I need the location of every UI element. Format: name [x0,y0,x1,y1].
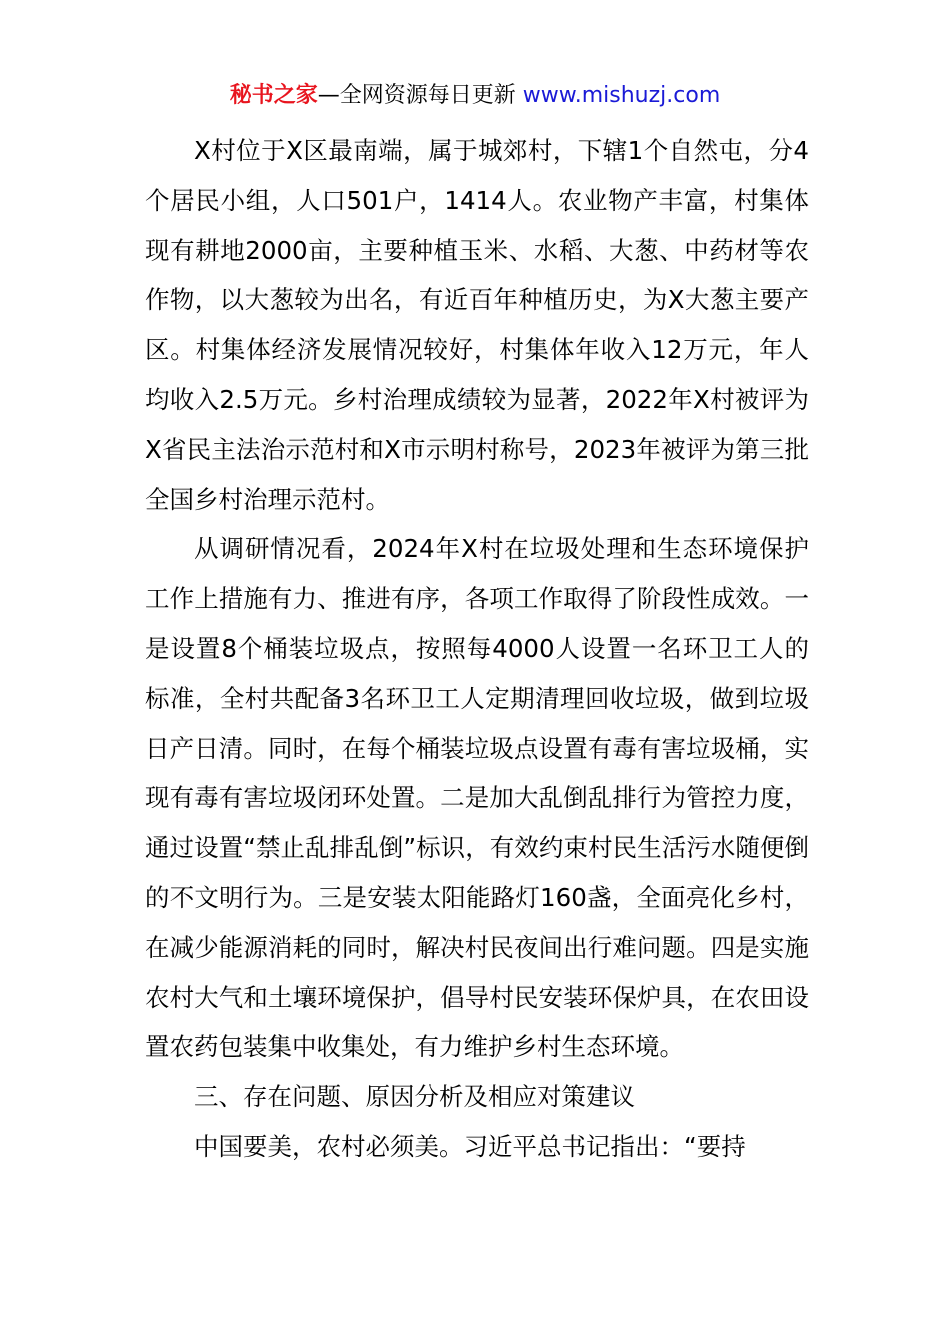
site-tagline: —全网资源每日更新 [317,83,516,108]
document-body [145,126,809,1172]
paragraph-village-overview: X村位于X区最南端，属于城郊村，下辖1个自然屯，分4个居民小组，人口501户，1414人。农业物产丰富，村集体现有耕地2000亩，主要种植玉米、水稻、大葱、中药材等农作物，以大葱较为出名，有近百年种植历史，为X大葱主要产区。村集体经济发展情况较好，村集体年收入12万元，年人均收入2.5万元。乡村治理成绩较为显著，2022年X村被评为X省民主法治示范村和X市示明村称号，2023年被评为第三批全国乡村治理示范村。 [145,136,809,514]
paragraph-beautiful-countryside: 中国要美，农村必须美。习近平总书记指出：“要持 [194,1131,746,1161]
section-heading-problems: 三、存在问题、原因分析及相应对策建议 [194,1082,635,1112]
paragraph-survey-findings: 从调研情况看，2024年X村在垃圾处理和生态环境保护工作上措施有力、推进有序，各项工作取得了阶段性成效。一是设置8个桶装垃圾点，按照每4000人设置一名环卫工人的标准，全村共配备3名环卫工人定期清理回收垃圾，做到垃圾日产日清。同时，在每个桶装垃圾点设置有毒有害垃圾桶，实现有毒有害垃圾闭环处置。二是加大乱倒乱排行为管控力度，通过设置“禁止乱排乱倒”标识，有效约束村民生活污水随便倒的不文明行为。三是安装太阳能路灯160盏，全面亮化乡村，在减少能源消耗的同时，解决村民夜间出行难问题。四是实施农村大气和土壤环境保护，倡导村民安装环保炉具，在农田设置农药包装集中收集处，有力维护乡村生态环境。 [145,534,809,1062]
site-brand: 秘书之家 [229,83,318,108]
site-header [0,80,950,112]
site-url-link[interactable]: www.mishuzj.com [515,83,721,108]
